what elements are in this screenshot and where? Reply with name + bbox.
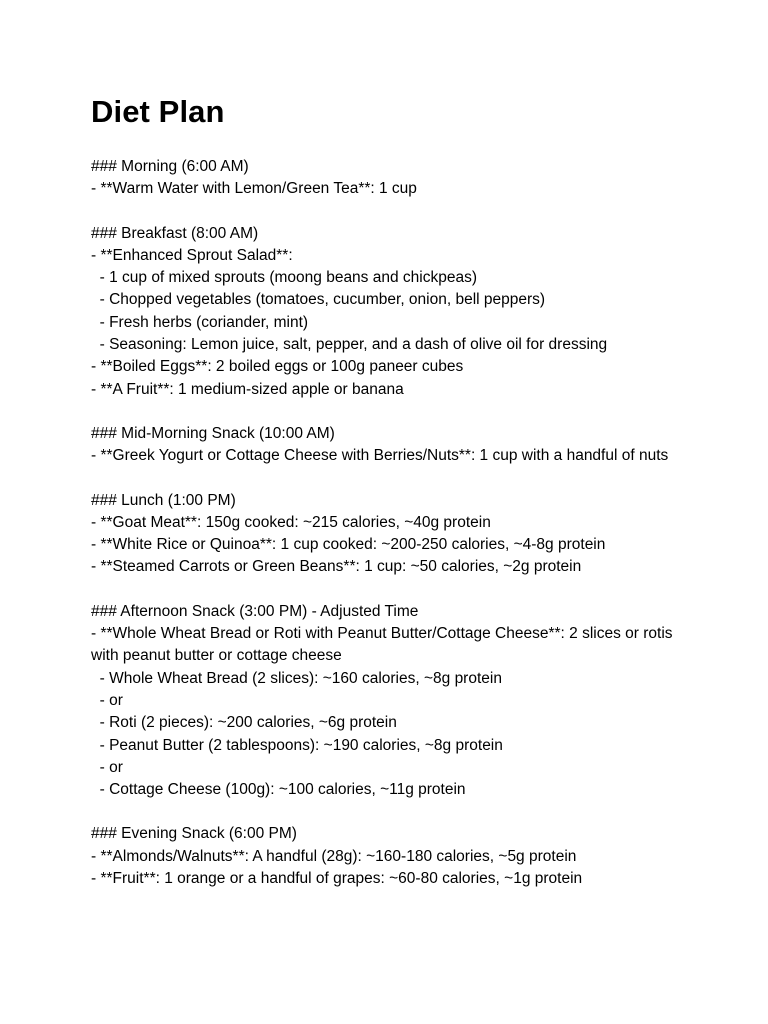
list-item: - **Warm Water with Lemon/Green Tea**: 1 cup — [91, 180, 417, 198]
list-item: - **Goat Meat**: 150g cooked: ~215 calories, ~40g protein — [91, 513, 491, 531]
section-heading: ### Morning (6:00 AM) — [91, 158, 249, 175]
list-item: - Peanut Butter (2 tablespoons): ~190 calories, ~8g protein — [91, 736, 503, 754]
list-item: - 1 cup of mixed sprouts (moong beans and chickpeas) — [91, 269, 477, 287]
list-item: - Seasoning: Lemon juice, salt, pepper, and a dash of olive oil for dressing — [91, 336, 608, 354]
section-evening-snack — [91, 823, 691, 890]
list-item: - **Fruit**: 1 orange or a handful of grapes: ~60-80 calories, ~1g protein — [91, 870, 583, 888]
page-title: Diet Plan — [91, 94, 225, 129]
section-morning — [91, 156, 691, 201]
list-item: - **Almonds/Walnuts**: A handful (28g): ~160-180 calories, ~5g protein — [91, 847, 577, 865]
document-page — [91, 94, 691, 912]
list-item: - Cottage Cheese (100g): ~100 calories, ~11g protein — [91, 781, 466, 799]
list-item: - Whole Wheat Bread (2 slices): ~160 calories, ~8g protein — [91, 669, 502, 687]
list-item: - **Boiled Eggs**: 2 boiled eggs or 100g paneer cubes — [91, 358, 464, 376]
list-item: - or — [91, 691, 123, 709]
list-item: - or — [91, 758, 123, 776]
list-item: - Roti (2 pieces): ~200 calories, ~6g protein — [91, 714, 397, 732]
list-item: - **Steamed Carrots or Green Beans**: 1 cup: ~50 calories, ~2g protein — [91, 558, 582, 576]
list-item: - **Greek Yogurt or Cottage Cheese with Berries/Nuts**: 1 cup with a handful of nuts — [91, 447, 669, 465]
section-heading: ### Evening Snack (6:00 PM) — [91, 825, 297, 843]
section-heading: ### Breakfast (8:00 AM) — [91, 224, 259, 242]
list-item: - **A Fruit**: 1 medium-sized apple or banana — [91, 380, 404, 398]
section-afternoon-snack — [91, 601, 691, 802]
section-heading: ### Mid-Morning Snack (10:00 AM) — [91, 424, 335, 442]
section-breakfast — [91, 223, 691, 401]
list-item: - **Enhanced Sprout Salad**: — [91, 246, 293, 264]
list-item: - **White Rice or Quinoa**: 1 cup cooked: ~200-250 calories, ~4-8g protein — [91, 536, 606, 554]
section-mid-morning-snack — [91, 423, 691, 468]
list-item: - Fresh herbs (coriander, mint) — [91, 313, 309, 331]
section-heading: ### Afternoon Snack (3:00 PM) - Adjusted Time — [91, 602, 419, 620]
list-item: - Chopped vegetables (tomatoes, cucumber, onion, bell peppers) — [91, 291, 546, 309]
list-item: - **Whole Wheat Bread or Roti with Peanut Butter/Cottage Cheese**: 2 slices or rotis with peanut butter or cottage cheese — [91, 625, 677, 665]
section-heading: ### Lunch (1:00 PM) — [91, 491, 236, 509]
section-lunch — [91, 490, 691, 579]
